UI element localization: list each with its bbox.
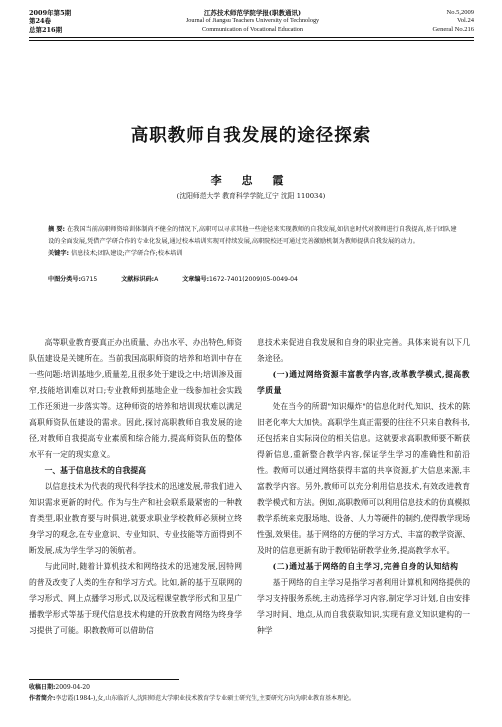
abstract-label: 摘 要: bbox=[48, 226, 66, 233]
general-number: 总第216期 bbox=[29, 25, 63, 34]
subsection-heading: (一)通过网络资源丰富教学内容,改革教学模式,提高教学质量 bbox=[257, 370, 470, 395]
abstract-text: 在我国当前高职师资培训体制尚不健全的情况下,高职可以寻求其他一些途径来实现教师的自我发展,如信息时代对教师进行自我提高,基于团队建设的全面发展,凭借产学研合作的专业化发展,通过校本培训实现可持续发展,高职院校还可通过完善激励机制为教师提供自我发展的动力。 bbox=[48, 226, 457, 246]
journal-name-en: Journal of Jiangsu Teachers University of Technology bbox=[185, 17, 320, 25]
doc-code-field: 文献标识码:A bbox=[121, 276, 159, 283]
article-no-field: 文章编号:1672-7401(2009)05-0049-04 bbox=[182, 276, 298, 283]
abstract bbox=[48, 224, 460, 261]
issue-number-en: No.5,2009 bbox=[446, 9, 474, 16]
body-paragraph: 与此同时,随着计算机技术和网络技术的迅速发展,因特网的普及改变了人类的生存和学习方式。比如,新的基于互联网的学习形式、网上点播学习形式,以及远程课堂教学形式和卫星广播教学形式等基于现代信息技术构建的开放教育网络为终身学习提供了可能。职教教师可以借助信 bbox=[29, 562, 242, 635]
classification-line bbox=[48, 274, 468, 283]
body-paragraph: 高等职业教育要真正办出质量、办出水平、办出特色,师资队伍建设是关键所在。当前我国高职师资的培养和培训中存在一些问题:培训基地少,质量差,且很多处于建设之中;培训渗及面窄,技能培训难以对口;专业教师到基地企业一线参加社会实践工作还须进一步落实等。这种师资的培养和培训现状难以满足高职师资队伍建设的需求。因此,探讨高职教师自我发展的途径,对教师自我提高专业素质和综合能力,提高师资队伍的整体水平有一定的现实意义。 bbox=[29, 338, 242, 459]
volume-number-en: Vol.24 bbox=[456, 17, 474, 25]
article-title: 高职教师自我发展的途径探索 bbox=[130, 126, 372, 146]
author-bio: 作者简介:李忠霞(1984-),女,山东临沂人,沈阳师范大学职业技术教育学专业硕士研究生,主要研究方向为职业教育基本理论。 bbox=[29, 694, 356, 702]
received-date-value: 2009-04-20 bbox=[55, 684, 90, 691]
header-rule-thick bbox=[29, 37, 474, 38]
volume-number: 第24卷 bbox=[29, 17, 52, 26]
issue-number: 2009年第5期 bbox=[29, 9, 72, 17]
clc-field: 中图分类号:G715 bbox=[48, 276, 98, 283]
body-paragraph: 以信息技术为代表的现代科学技术的迅速发展,带我们进入知识需求更新的时代。作为与生产和社会联系最紧密的一种教育类型,职业教育要与时俱进,就要求职业学校教师必须树立终身学习的观念,在专业意识、专业知识、专业技能等方面得到不断发展,成为学生学习的领航者。 bbox=[29, 482, 242, 555]
author-name: 李 忠 霞 bbox=[210, 174, 292, 187]
footnote-rule bbox=[29, 679, 179, 680]
author-affiliation: (沈阳师范大学 教育科学学院,辽宁 沈阳 110034) bbox=[176, 192, 326, 200]
body-paragraph: 基于网络的自主学习是指学习者利用计算机和网络提供的学习支持服务系统,主动选择学习内容,制定学习计划,自由安排学习时间、地点,从而自我获取知识,实现有意义知识建构的一种学 bbox=[257, 578, 470, 635]
body-paragraph: 处在当今的所谓"知识爆炸"的信息化时代,知识、技术的陈旧老化率大大加快。高职学生真正需要的往往不只来自教科书,还包括来自实际岗位的相关信息。这就要求高职教师要不断获得新信息,重新整合教学内容,保证学生学习的准确性和前沿性。教师可以通过网络获得丰富的共享资源,扩大信息来源,丰富教学内容。另外,教师可以充分利用信息技术,有效改进教育教学模式和方法。例如,高职教师可以利用信息技术的仿真模拟教学系统来克服场地、设备、人力等硬件的制约,使得教学现场性强,效果佳。基于网络的方便的学习方式、丰富的教学资源、及时的信息更新有助于教师钻研教学业务,提高教学水平。 bbox=[257, 402, 470, 555]
doc-code-value: A bbox=[154, 276, 159, 283]
body-paragraph: 息技术来促进自我发展和自身的职业完善。具体来说有以下几条途径。 bbox=[257, 338, 470, 363]
journal-issue-info-en bbox=[384, 9, 474, 34]
journal-name-cn: 江苏技术师范学院学报(职教通讯) bbox=[203, 9, 302, 17]
clc-value: G715 bbox=[80, 276, 98, 283]
received-date: 收稿日期:2009-04-20 bbox=[29, 684, 90, 691]
author-bio-text: 李忠霞(1984-),女,山东临沂人,沈阳师范大学职业技术教育学专业硕士研究生,主要研究方向为职业教育基本理论。 bbox=[55, 694, 356, 702]
journal-name bbox=[130, 9, 375, 34]
article-no-value: 1672-7401(2009)05-0049-04 bbox=[209, 276, 298, 283]
journal-issue-info bbox=[29, 9, 99, 34]
general-number-en: General No.216 bbox=[432, 25, 474, 33]
footnote bbox=[29, 683, 474, 704]
body-left-column bbox=[29, 335, 242, 639]
journal-subtitle-en: Communication of Vocational Education bbox=[202, 25, 303, 33]
keywords-text: 信息技术;团队建设;产学研合作;校本培训 bbox=[71, 250, 183, 258]
header-rule-thin bbox=[29, 40, 474, 41]
keywords-label: 关键字: bbox=[48, 250, 70, 258]
section-heading: 一、基于信息技术的自我提高 bbox=[44, 466, 146, 475]
body-right-column bbox=[257, 335, 470, 639]
subsection-heading: (二)通过基于网络的自主学习,完善自身的认知结构 bbox=[272, 562, 459, 571]
